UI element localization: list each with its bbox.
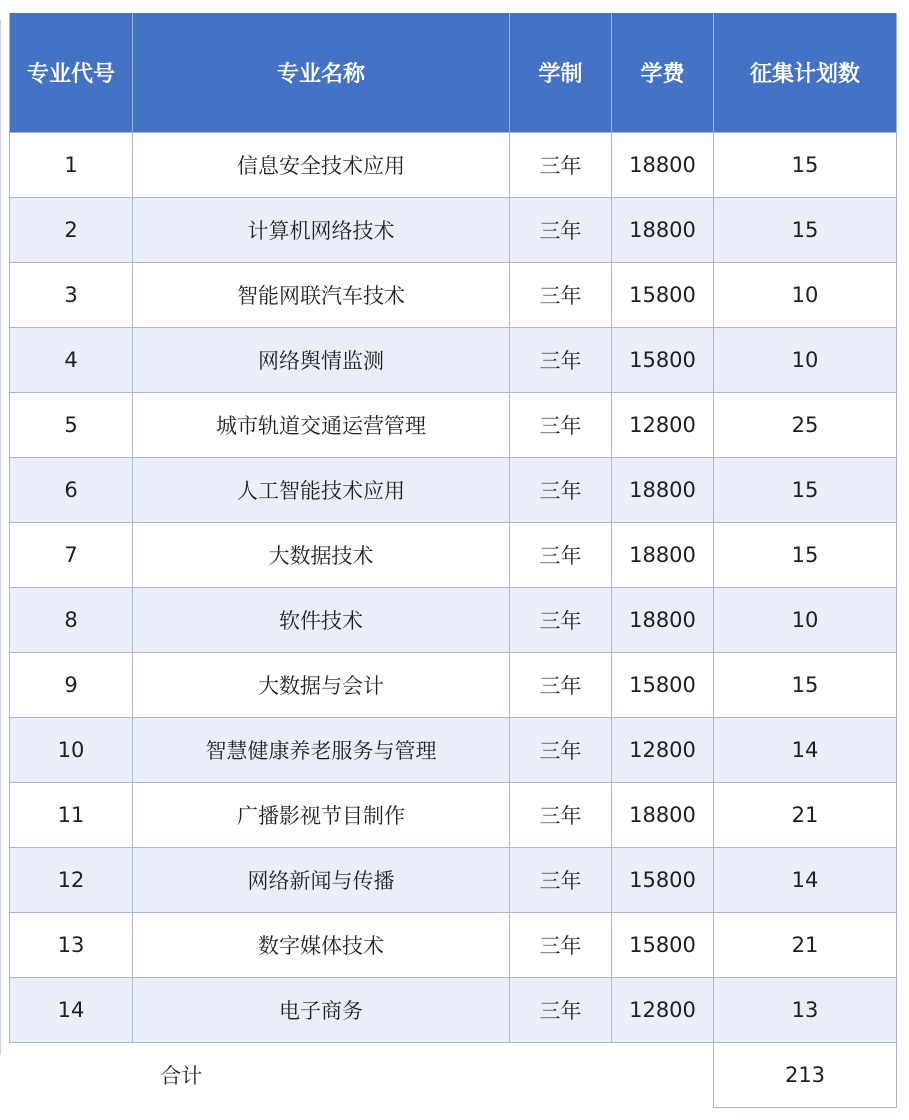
left-edge-line <box>0 20 1 1055</box>
cell-duration: 三年 <box>510 263 612 328</box>
cell-major-name: 计算机网络技术 <box>133 198 510 263</box>
table-row <box>10 783 897 848</box>
total-label: 合计 <box>10 1043 714 1108</box>
cell-plan-count: 13 <box>714 978 897 1043</box>
cell-major-code: 13 <box>10 913 133 978</box>
cell-tuition: 15800 <box>612 263 714 328</box>
table-row <box>10 393 897 458</box>
cell-major-name: 网络舆情监测 <box>133 328 510 393</box>
cell-plan-count: 10 <box>714 588 897 653</box>
cell-duration: 三年 <box>510 718 612 783</box>
cell-major-name: 智慧健康养老服务与管理 <box>133 718 510 783</box>
cell-major-name: 广播影视节目制作 <box>133 783 510 848</box>
cell-duration: 三年 <box>510 848 612 913</box>
table-row <box>10 978 897 1043</box>
cell-major-code: 10 <box>10 718 133 783</box>
cell-duration: 三年 <box>510 523 612 588</box>
cell-duration: 三年 <box>510 458 612 523</box>
table-row <box>10 718 897 783</box>
cell-duration: 三年 <box>510 133 612 198</box>
header-tuition: 学费 <box>612 13 714 133</box>
cell-duration: 三年 <box>510 978 612 1043</box>
header-plan-count: 征集计划数 <box>714 13 897 133</box>
cell-plan-count: 15 <box>714 458 897 523</box>
cell-duration: 三年 <box>510 653 612 718</box>
cell-tuition: 15800 <box>612 913 714 978</box>
cell-duration: 三年 <box>510 198 612 263</box>
cell-major-name: 信息安全技术应用 <box>133 133 510 198</box>
table-row <box>10 588 897 653</box>
cell-tuition: 18800 <box>612 588 714 653</box>
cell-major-name: 智能网联汽车技术 <box>133 263 510 328</box>
cell-major-code: 11 <box>10 783 133 848</box>
cell-plan-count: 14 <box>714 718 897 783</box>
cell-plan-count: 15 <box>714 523 897 588</box>
cell-plan-count: 21 <box>714 783 897 848</box>
cell-major-name: 数字媒体技术 <box>133 913 510 978</box>
cell-major-code: 2 <box>10 198 133 263</box>
cell-major-code: 8 <box>10 588 133 653</box>
cell-major-name: 软件技术 <box>133 588 510 653</box>
table-row <box>10 328 897 393</box>
cell-plan-count: 15 <box>714 198 897 263</box>
cell-major-name: 人工智能技术应用 <box>133 458 510 523</box>
table-header-row <box>10 13 897 133</box>
table-row <box>10 848 897 913</box>
cell-major-name: 城市轨道交通运营管理 <box>133 393 510 458</box>
cell-duration: 三年 <box>510 328 612 393</box>
cell-major-code: 14 <box>10 978 133 1043</box>
cell-tuition: 12800 <box>612 978 714 1043</box>
cell-major-code: 6 <box>10 458 133 523</box>
cell-plan-count: 10 <box>714 328 897 393</box>
cell-plan-count: 15 <box>714 133 897 198</box>
cell-major-code: 4 <box>10 328 133 393</box>
cell-major-code: 1 <box>10 133 133 198</box>
header-major-code: 专业代号 <box>10 13 133 133</box>
cell-plan-count: 21 <box>714 913 897 978</box>
cell-major-code: 7 <box>10 523 133 588</box>
table-row <box>10 263 897 328</box>
cell-tuition: 18800 <box>612 783 714 848</box>
cell-tuition: 15800 <box>612 653 714 718</box>
cell-major-name: 大数据技术 <box>133 523 510 588</box>
cell-tuition: 15800 <box>612 848 714 913</box>
total-value: 213 <box>714 1043 897 1108</box>
cell-major-name: 电子商务 <box>133 978 510 1043</box>
cell-plan-count: 14 <box>714 848 897 913</box>
cell-major-code: 12 <box>10 848 133 913</box>
cell-major-name: 大数据与会计 <box>133 653 510 718</box>
cell-duration: 三年 <box>510 913 612 978</box>
cell-plan-count: 15 <box>714 653 897 718</box>
cell-tuition: 12800 <box>612 718 714 783</box>
cell-tuition: 12800 <box>612 393 714 458</box>
cell-plan-count: 25 <box>714 393 897 458</box>
cell-major-name: 网络新闻与传播 <box>133 848 510 913</box>
cell-major-code: 9 <box>10 653 133 718</box>
total-row <box>10 1043 897 1108</box>
table-row <box>10 458 897 523</box>
cell-tuition: 18800 <box>612 198 714 263</box>
table-row <box>10 913 897 978</box>
table-row <box>10 133 897 198</box>
table-row <box>10 523 897 588</box>
cell-tuition: 18800 <box>612 523 714 588</box>
cell-major-code: 3 <box>10 263 133 328</box>
table-row <box>10 198 897 263</box>
enrollment-plan-table <box>9 13 897 1108</box>
cell-plan-count: 10 <box>714 263 897 328</box>
cell-duration: 三年 <box>510 783 612 848</box>
cell-duration: 三年 <box>510 393 612 458</box>
cell-tuition: 18800 <box>612 133 714 198</box>
cell-major-code: 5 <box>10 393 133 458</box>
header-duration: 学制 <box>510 13 612 133</box>
cell-tuition: 18800 <box>612 458 714 523</box>
header-major-name: 专业名称 <box>133 13 510 133</box>
table-row <box>10 653 897 718</box>
cell-duration: 三年 <box>510 588 612 653</box>
cell-tuition: 15800 <box>612 328 714 393</box>
